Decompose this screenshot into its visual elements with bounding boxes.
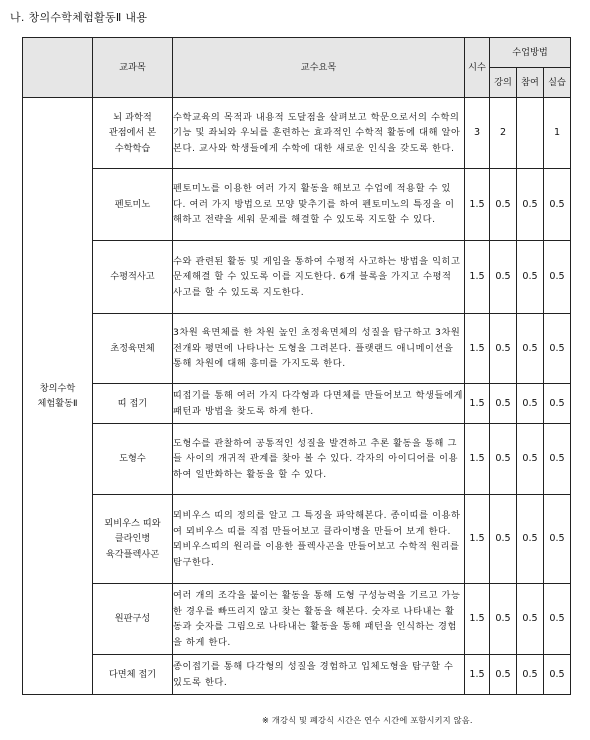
subject-cell: 원판구성 (93, 584, 173, 655)
subject-cell: 다면체 접기 (93, 655, 173, 695)
description-cell: 펜토미노를 이용한 여러 가지 활동을 해보고 수업에 적용할 수 있다. 여러 가지 방법으로 모양 맞추기를 하여 펜토미노의 특징을 이해하고 전략을 세워 문제를 해결할 수 있도록 지도할 수 있다. (173, 169, 465, 241)
table-row (23, 384, 571, 424)
curriculum-table (22, 37, 571, 695)
description-cell: 수와 관련된 활동 및 게임을 통하여 수평적 사고하는 방법을 익히고 문제해결 할 수 있도록 이를 지도한다. 6개 블록을 가지고 수평적 사고를 할 수 있도록 지도한다. (173, 241, 465, 314)
lecture-cell: 0.5 (490, 584, 517, 655)
lecture-cell: 0.5 (490, 241, 517, 314)
subject-cell: 초정육면체 (93, 314, 173, 384)
header-subject: 교과목 (93, 38, 173, 98)
subject-cell: 수평적사고 (93, 241, 173, 314)
participation-cell: 0.5 (517, 169, 544, 241)
lecture-cell: 0.5 (490, 655, 517, 695)
participation-cell: 0.5 (517, 424, 544, 495)
hours-cell: 1.5 (465, 424, 490, 495)
table-row (23, 495, 571, 584)
lecture-cell: 0.5 (490, 424, 517, 495)
category-cell: 창의수학 체험활동Ⅱ (23, 98, 93, 695)
subject-cell: 도형수 (93, 424, 173, 495)
hours-cell: 1.5 (465, 584, 490, 655)
subject-cell: 띠 접기 (93, 384, 173, 424)
table-row (23, 169, 571, 241)
lecture-cell: 0.5 (490, 169, 517, 241)
practice-cell: 0.5 (544, 495, 571, 584)
participation-cell: 0.5 (517, 314, 544, 384)
table-row (23, 98, 571, 169)
footnote: ※ 개강식 및 폐강식 시간은 연수 시간에 포함시키지 않음. (262, 715, 473, 725)
practice-cell: 0.5 (544, 241, 571, 314)
header-practice: 실습 (544, 68, 571, 98)
description-cell: 띠접기를 통해 여러 가지 다각형과 다면체를 만들어보고 학생들에게 패턴과 방법을 찾도록 하게 한다. (173, 384, 465, 424)
practice-cell: 1 (544, 98, 571, 169)
participation-cell: 0.5 (517, 241, 544, 314)
hours-cell: 1.5 (465, 314, 490, 384)
header-content: 교수요목 (173, 38, 465, 98)
hours-cell: 1.5 (465, 655, 490, 695)
practice-cell: 0.5 (544, 169, 571, 241)
subject-cell: 뇌 과학적 관점에서 본 수학학습 (93, 98, 173, 169)
lecture-cell: 0.5 (490, 495, 517, 584)
description-cell: 도형수를 관찰하여 공통적인 성질을 발견하고 추론 활동을 통해 그 들 사이의 개귀적 관계를 찾아 볼 수 있다. 각자의 아이디어를 이용하여 일반화하는 활동을 할 수 있다. (173, 424, 465, 495)
subject-cell: 뫼비우스 띠와 클라인병 육각플렉사곤 (93, 495, 173, 584)
description-cell: 수학교육의 목적과 내용적 도달점을 살펴보고 학문으로서의 수학의 기능 및 좌뇌와 우뇌를 훈련하는 효과적인 수학적 활동에 대해 알아본다. 교사와 학생들에게 수학에 대한 새로운 인식을 갖도록 한다. (173, 98, 465, 169)
description-cell: 뫼비우스 띠의 정의를 알고 그 특징을 파악해본다. 종이띠를 이용하여 뫼비우스 띠를 직접 만들어보고 클라이병을 만들어 보게 한다. 뫼비우스띠의 원리를 이용한 플렉사곤을 만들어보고 수학적 원리를 탐구한다. (173, 495, 465, 584)
participation-cell: 0.5 (517, 384, 544, 424)
description-cell: 여러 개의 조각을 붙이는 활동을 통해 도형 구성능력을 기르고 가능한 경우를 빠뜨리지 않고 찾는 활동을 해본다. 숫자로 나타내는 활동과 숫자를 그림으로 나타내는 활동을 통해 패턴을 인식하는 경험을 하게 한다. (173, 584, 465, 655)
hours-cell: 1.5 (465, 169, 490, 241)
hours-cell: 1.5 (465, 495, 490, 584)
practice-cell: 0.5 (544, 384, 571, 424)
lecture-cell: 0.5 (490, 314, 517, 384)
header-blank (23, 38, 93, 98)
table-row (23, 241, 571, 314)
hours-cell: 1.5 (465, 241, 490, 314)
practice-cell: 0.5 (544, 655, 571, 695)
practice-cell: 0.5 (544, 584, 571, 655)
participation-cell (517, 98, 544, 169)
table-row (23, 424, 571, 495)
table-row (23, 655, 571, 695)
hours-cell: 1.5 (465, 384, 490, 424)
lecture-cell: 2 (490, 98, 517, 169)
header-participation: 참여 (517, 68, 544, 98)
hours-cell: 3 (465, 98, 490, 169)
lecture-cell: 0.5 (490, 384, 517, 424)
participation-cell: 0.5 (517, 495, 544, 584)
header-lecture: 강의 (490, 68, 517, 98)
subject-cell: 펜토미노 (93, 169, 173, 241)
header-method: 수업방법 (490, 38, 571, 68)
table-row (23, 584, 571, 655)
practice-cell: 0.5 (544, 314, 571, 384)
table-row (23, 314, 571, 384)
section-heading: 나. 창의수학체험활동Ⅱ 내용 (10, 11, 148, 24)
description-cell: 종이접기를 통해 다각형의 성질을 경험하고 입체도형을 탐구할 수 있도록 한다. (173, 655, 465, 695)
participation-cell: 0.5 (517, 655, 544, 695)
description-cell: 3차원 육면체를 한 차원 높인 초정육면체의 성질을 탐구하고 3차원 전개와 평면에 나타나는 도형을 그려본다. 플랫랜드 애니메이션을 통해 차원에 대해 흥미를 가지도록 한다. (173, 314, 465, 384)
header-hours: 시수 (465, 38, 490, 98)
participation-cell: 0.5 (517, 584, 544, 655)
practice-cell: 0.5 (544, 424, 571, 495)
